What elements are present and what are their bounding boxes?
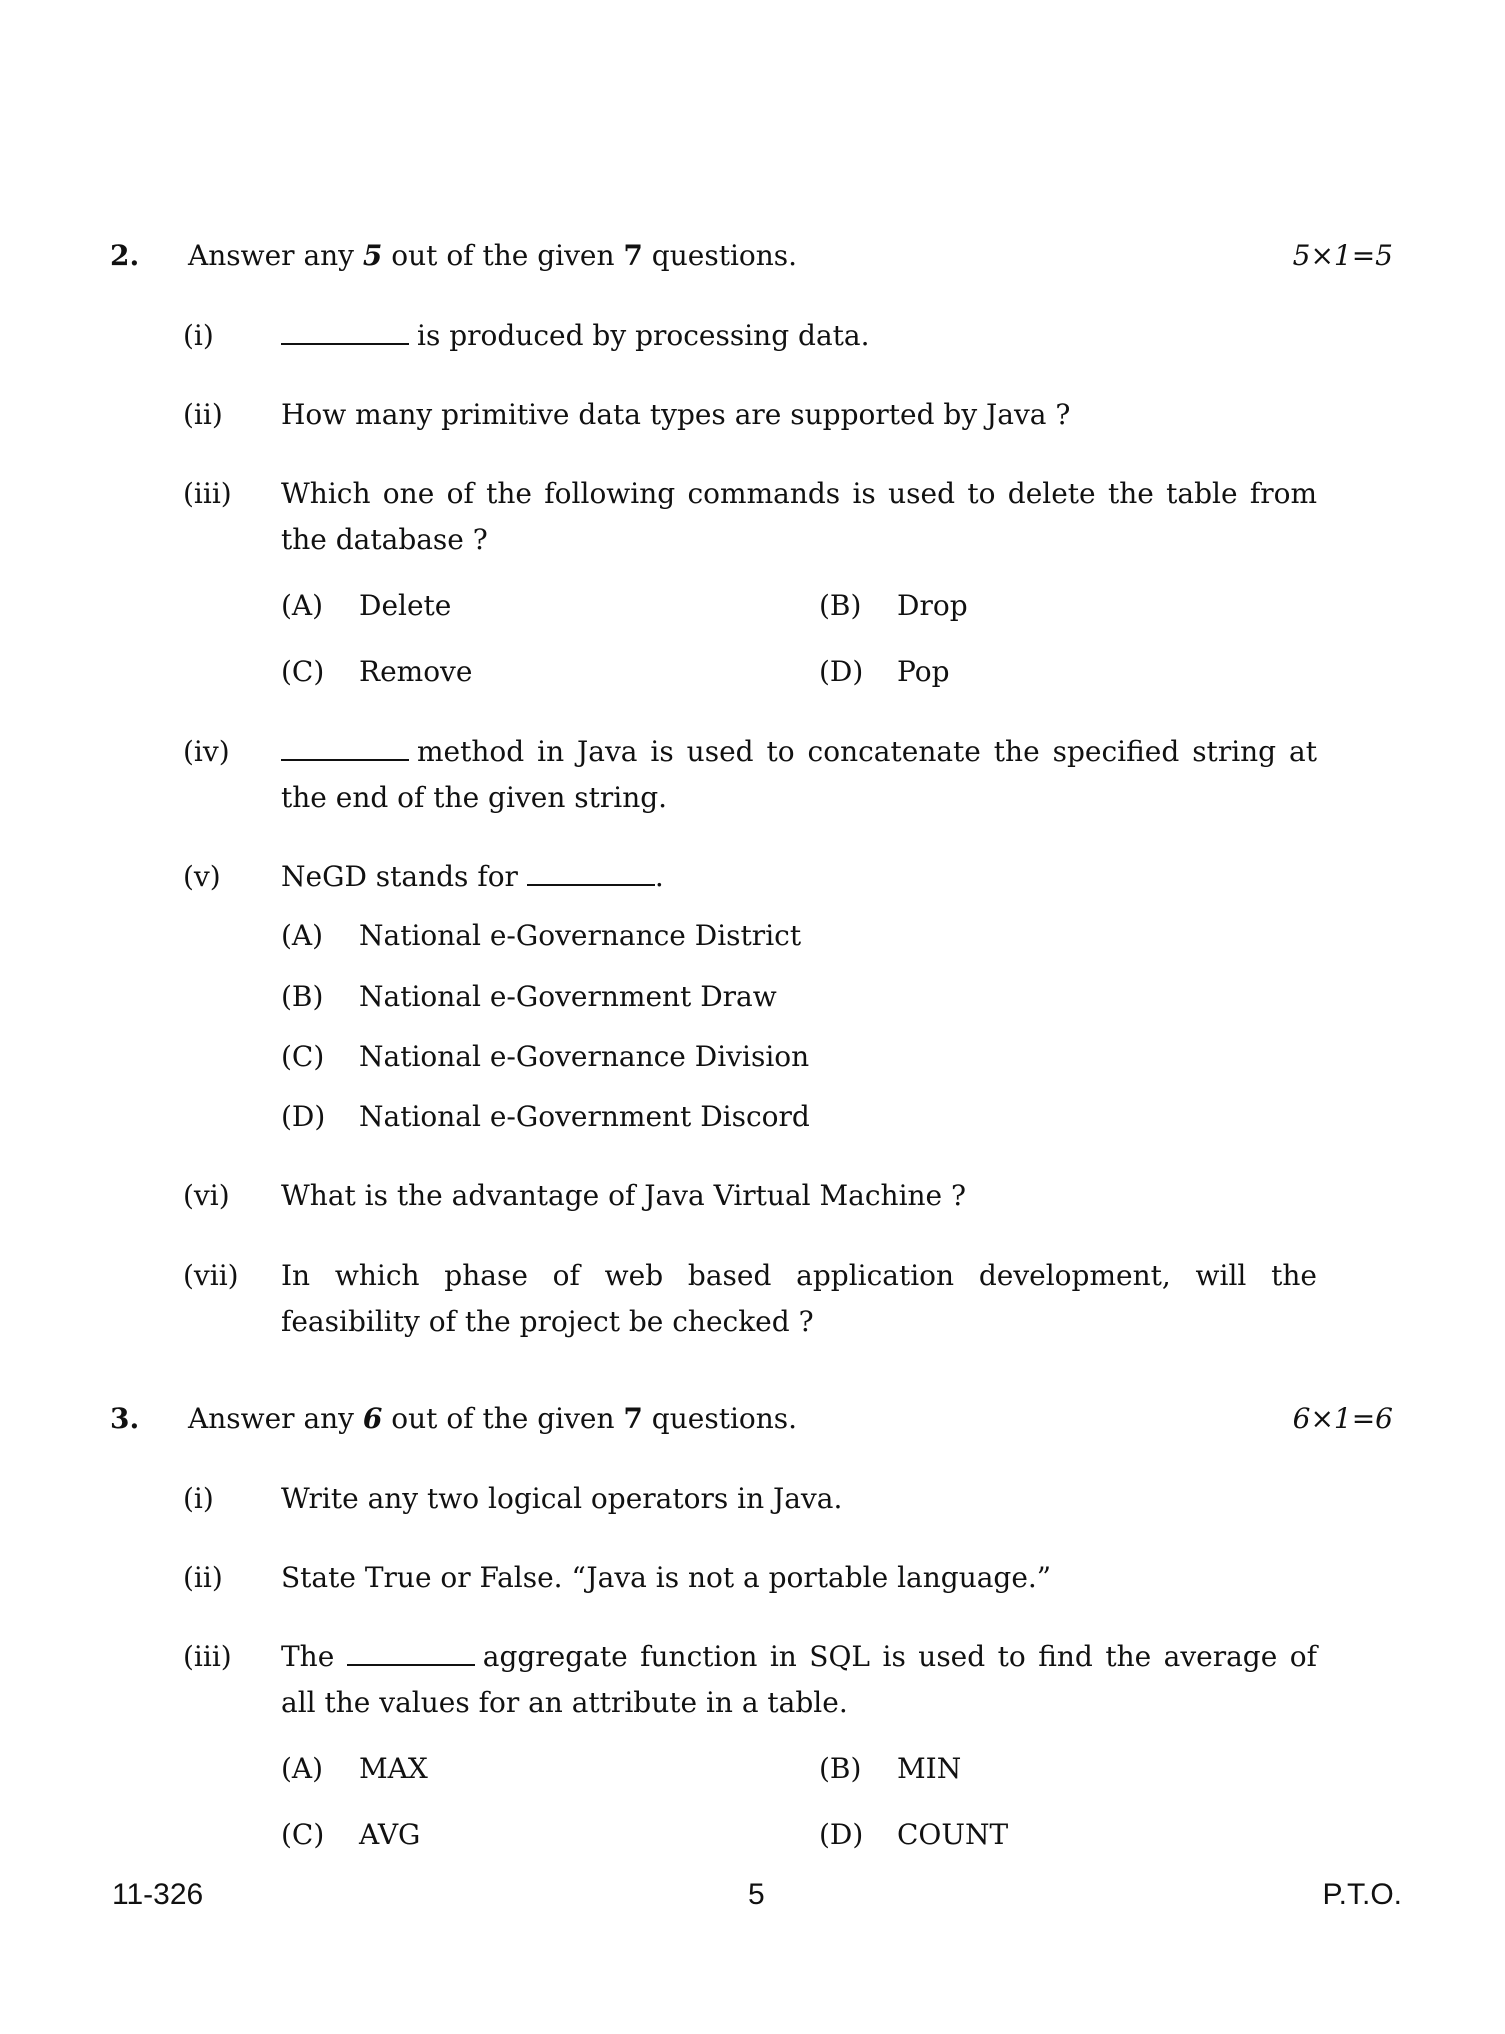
count: 7 — [623, 239, 643, 272]
option-text: Drop — [897, 589, 968, 622]
option-label: (A) — [281, 919, 324, 952]
question-number: 3. — [110, 1402, 140, 1435]
option-label: (B) — [819, 1752, 862, 1785]
option-label: (C) — [281, 1818, 325, 1851]
text: questions. — [642, 239, 798, 272]
option-label: (B) — [281, 980, 324, 1013]
option-text: Delete — [359, 589, 452, 622]
count: 7 — [623, 1402, 643, 1435]
sub-number: (iv) — [183, 735, 230, 768]
option-label: (D) — [281, 1100, 326, 1133]
option-label: (A) — [281, 1752, 324, 1785]
paper-code: 11-326 — [112, 1878, 204, 1911]
option-a — [281, 918, 801, 954]
sub-number: (vi) — [183, 1179, 230, 1212]
sub-question: State True or False. “Java is not a portable language.” — [281, 1561, 1052, 1594]
option-a — [281, 588, 451, 624]
option-label: (C) — [281, 1040, 325, 1073]
option-text: National e-Government Draw — [359, 980, 777, 1013]
option-label: (D) — [819, 655, 864, 688]
option-label: (B) — [819, 589, 862, 622]
option-text: Pop — [897, 655, 950, 688]
count: 5 — [362, 239, 383, 272]
question-instruction — [188, 238, 797, 274]
sub-question: In which phase of web based application development, will the feasibility of the project be checked ? — [281, 1259, 1317, 1338]
sub-number: (iii) — [183, 1640, 232, 1673]
option-c — [281, 1039, 809, 1075]
marks: 6×1=6 — [1292, 1402, 1393, 1435]
sub-question — [281, 729, 1317, 821]
option-text: MAX — [359, 1752, 428, 1785]
sub-question: Write any two logical operators in Java. — [281, 1482, 843, 1515]
option-c — [281, 1817, 420, 1853]
text: is produced by processing data. — [417, 319, 870, 352]
text: questions. — [642, 1402, 798, 1435]
text: Answer any — [188, 239, 363, 272]
answer-blank — [281, 321, 409, 345]
option-label: (C) — [281, 655, 325, 688]
sub-number: (i) — [183, 319, 214, 352]
sub-question — [281, 1634, 1317, 1726]
text: out of the given — [382, 1402, 624, 1435]
please-turn-over: P.T.O. — [1322, 1878, 1402, 1911]
text: out of the given — [382, 239, 624, 272]
text: Answer any — [188, 1402, 363, 1435]
option-label: (D) — [819, 1818, 864, 1851]
sub-number: (i) — [183, 1482, 214, 1515]
text: The — [281, 1640, 335, 1673]
sub-number: (ii) — [183, 1561, 223, 1594]
text: NeGD stands for — [281, 860, 518, 893]
option-d — [281, 1099, 810, 1135]
sub-number: (ii) — [183, 398, 223, 431]
question-number: 2. — [110, 239, 140, 272]
answer-blank — [281, 737, 409, 761]
option-d — [819, 1817, 1008, 1853]
sub-question: What is the advantage of Java Virtual Machine ? — [281, 1179, 967, 1212]
sub-question — [281, 318, 870, 354]
option-label: (A) — [281, 589, 324, 622]
page-number: 5 — [748, 1878, 765, 1911]
option-text: MIN — [897, 1752, 962, 1785]
option-c — [281, 654, 472, 690]
sub-number: (v) — [183, 860, 221, 893]
option-b — [819, 588, 968, 624]
answer-blank — [527, 862, 655, 886]
sub-question: NeGD stands for . — [281, 860, 664, 893]
answer-blank — [347, 1642, 475, 1666]
option-b — [281, 979, 777, 1015]
sub-question: Which one of the following commands is used to delete the table from the database ? — [281, 477, 1317, 556]
text: method in Java is used to concatenate the specified string at the end of the given string. — [281, 735, 1317, 814]
sub-question: How many primitive data types are supported by Java ? — [281, 398, 1071, 431]
count: 6 — [362, 1402, 383, 1435]
option-text: COUNT — [897, 1818, 1009, 1851]
marks: 5×1=5 — [1292, 239, 1393, 272]
option-a — [281, 1751, 428, 1787]
text: aggregate function in SQL is used to find the average of all the values for an attribute in a table. — [281, 1640, 1317, 1719]
option-text: National e-Government Discord — [359, 1100, 810, 1133]
option-b — [819, 1751, 961, 1787]
sub-number: (vii) — [183, 1259, 239, 1292]
option-d — [819, 654, 950, 690]
option-text: National e-Governance Division — [359, 1040, 810, 1073]
question-instruction — [188, 1401, 797, 1437]
option-text: AVG — [359, 1818, 421, 1851]
option-text: Remove — [359, 655, 473, 688]
option-text: National e-Governance District — [359, 919, 802, 952]
sub-number: (iii) — [183, 477, 232, 510]
